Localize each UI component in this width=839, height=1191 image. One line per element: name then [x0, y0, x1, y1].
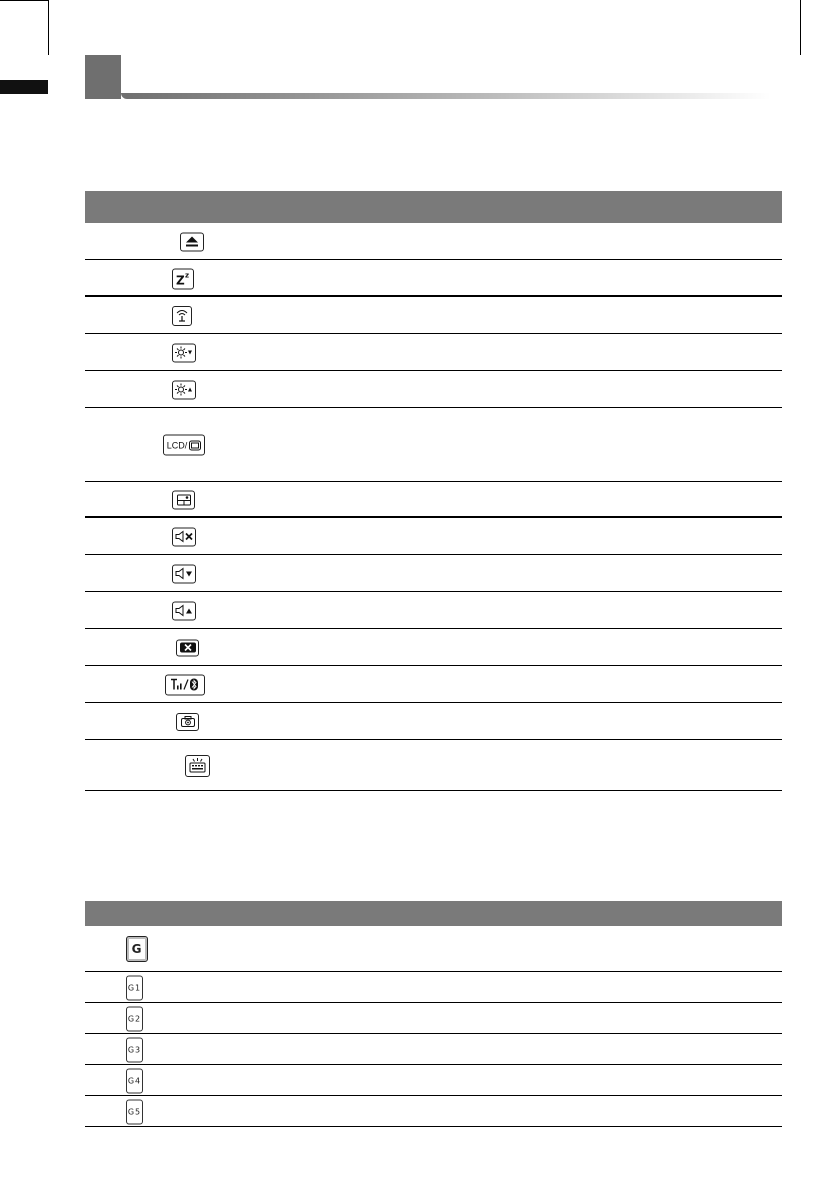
fn-row: [85, 371, 782, 408]
fn-row: [85, 223, 782, 260]
g5-key-icon: G5: [126, 1099, 143, 1124]
g1-key-icon: G1: [126, 975, 143, 1000]
g-key-icon: G: [126, 936, 148, 962]
sleep-icon: [172, 268, 194, 289]
g2-key-icon: G2: [126, 1006, 143, 1031]
gkey-row: [85, 1096, 782, 1127]
gkey-row: [85, 972, 782, 1003]
lcd-key-label: LCD/: [166, 440, 188, 450]
fn-row: [85, 666, 782, 703]
row-divider: [85, 1126, 782, 1127]
g4-key-icon: G4: [126, 1068, 143, 1093]
touchpad-toggle-icon: [172, 491, 195, 510]
brightness-up-icon: [172, 380, 196, 399]
fn-row: [85, 408, 782, 482]
volume-down-icon: [172, 564, 196, 583]
language-side-tab: [0, 80, 48, 94]
svg-text:z: z: [185, 271, 190, 280]
fn-row: [85, 629, 782, 666]
gkey-row: [85, 1065, 782, 1096]
fn-row: [85, 297, 782, 334]
fn-table-header: [85, 191, 782, 223]
fn-row: [85, 703, 782, 740]
keyboard-backlight-icon: [185, 755, 210, 777]
fn-row: [85, 334, 782, 371]
fn-row: [85, 740, 782, 791]
eject-icon: [180, 232, 204, 251]
wireless-icon: [172, 306, 192, 326]
row-divider: [85, 790, 782, 791]
section-marker: [85, 55, 121, 99]
fn-row: [85, 592, 782, 629]
fn-row: [85, 482, 782, 518]
crop-mark-top: [0, 0, 48, 1]
gkey-row: [85, 1003, 782, 1034]
fn-row: [85, 518, 782, 555]
mute-icon: [172, 527, 196, 546]
fn-row: [85, 260, 782, 297]
gkey-row: [85, 1034, 782, 1065]
wifi-bluetooth-icon: [165, 674, 205, 695]
close-x-icon: [176, 639, 199, 656]
section-title-bar: [121, 93, 771, 99]
brightness-down-icon: [172, 343, 196, 362]
crop-mark-vertical: [48, 0, 49, 55]
gkey-table-header: [85, 901, 782, 926]
camera-icon: [176, 713, 199, 731]
svg-text:Z: Z: [176, 273, 185, 286]
fn-row: [85, 555, 782, 592]
volume-up-icon: [172, 601, 196, 620]
gkey-row: [85, 926, 782, 972]
crop-mark-right: [800, 0, 801, 55]
lcd-display-toggle-icon: [163, 435, 205, 456]
g3-key-icon: G3: [126, 1037, 143, 1062]
